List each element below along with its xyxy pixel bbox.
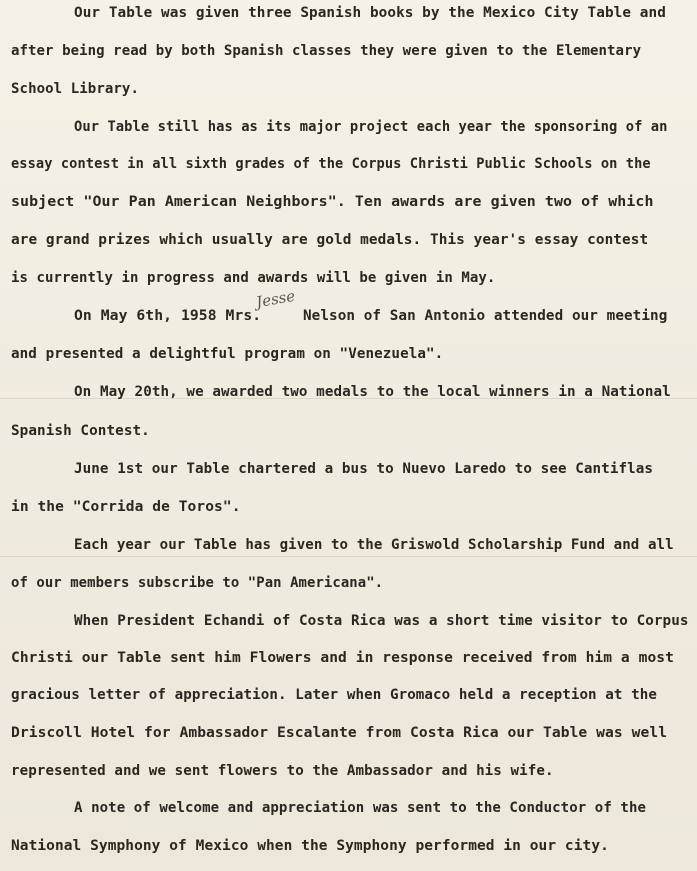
paragraph-4-line-2: Spanish Contest. — [11, 422, 150, 439]
paragraph-8-line-2: National Symphony of Mexico when the Symphony performed in our city. — [11, 837, 609, 854]
paragraph-4-line-1: On May 20th, we awarded two medals to the local winners in a National — [74, 383, 671, 400]
paragraph-5-line-1: June 1st our Table chartered a bus to Nuevo Laredo to see Cantiflas — [74, 460, 654, 477]
paragraph-3-line-1b: Nelson of San Antonio attended our meeting — [303, 307, 668, 324]
paragraph-6-line-2: of our members subscribe to "Pan Americana". — [11, 574, 384, 591]
paragraph-2-line-1: Our Table still has as its major project each year the sponsoring of an — [74, 118, 668, 135]
paragraph-7-line-1: When President Echandi of Costa Rica was a short time visitor to Corpus — [74, 612, 689, 629]
paragraph-6-line-1: Each year our Table has given to the Griswold Scholarship Fund and all — [74, 536, 674, 553]
paragraph-2-line-4: are grand prizes which usually are gold medals. This year's essay contest — [11, 231, 649, 248]
paragraph-1-line-3: School Library. — [11, 80, 139, 97]
paragraph-1-line-2: after being read by both Spanish classes they were given to the Elementary — [11, 42, 642, 59]
paragraph-2-line-2: essay contest in all sixth grades of the Corpus Christi Public Schools on the — [11, 155, 651, 172]
paragraph-3-line-2: and presented a delightful program on "Venezuela". — [11, 345, 444, 362]
paragraph-2-line-5: is currently in progress and awards will be given in May. — [11, 269, 496, 286]
paragraph-7-line-5: represented and we sent flowers to the Ambassador and his wife. — [11, 762, 554, 779]
paragraph-3-line-1a: On May 6th, 1958 Mrs. — [74, 307, 262, 324]
paragraph-5-line-2: in the "Corrida de Toros". — [11, 498, 241, 515]
paper-crease-line — [0, 556, 697, 557]
handwritten-annotation: Jesse — [254, 286, 297, 312]
paragraph-2-line-3: subject "Our Pan American Neighbors". Ten awards are given two of which — [11, 193, 654, 210]
paragraph-7-line-4: Driscoll Hotel for Ambassador Escalante from Costa Rica our Table was well — [11, 724, 668, 741]
paragraph-8-line-1: A note of welcome and appreciation was sent to the Conductor of the — [74, 799, 647, 816]
paragraph-7-line-3: gracious letter of appreciation. Later when Gromaco held a reception at the — [11, 686, 657, 703]
paragraph-7-line-2: Christi our Table sent him Flowers and in response received from him a most — [11, 649, 674, 666]
paragraph-1-line-1: Our Table was given three Spanish books by the Mexico City Table and — [74, 4, 666, 21]
